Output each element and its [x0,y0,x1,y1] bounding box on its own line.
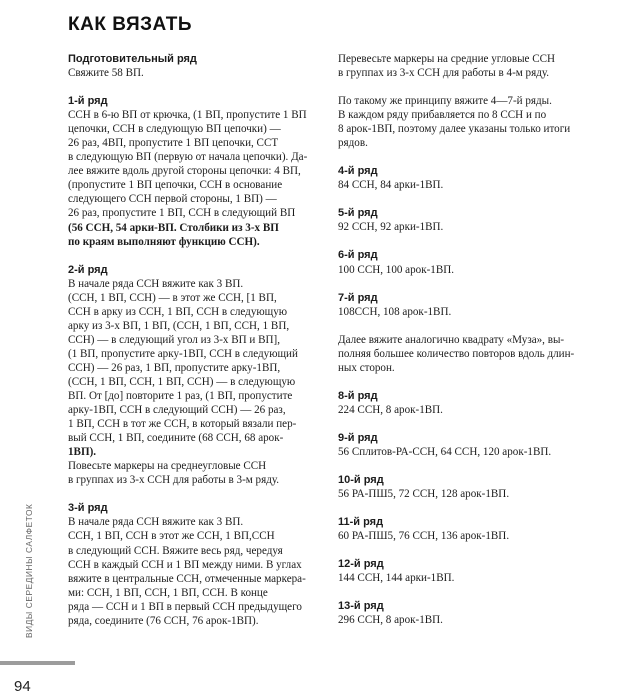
row-heading: 13-й ряд [338,600,384,613]
row-heading: 2-й ряд [68,263,108,276]
text-line: ССН в 6-ю ВП от крючка, (1 ВП, пропустите 1 ВП [68,109,307,122]
text-line: 60 РА-ПШ5, 76 ССН, 136 арок-1ВП. [338,530,510,543]
row-heading: 4-й ряд [338,165,378,178]
text-line: (ССН, 1 ВП, ССН, 1 ВП, ССН) — в следующую [68,375,296,388]
text-line: По такому же принципу вяжите 4—7-й ряды. [338,95,552,108]
text-line: ВП. От [до] повторите 1 раз, (1 ВП, пропустите [68,390,293,403]
text-line: ряда — ССН и 1 ВП в первый ССН предыдущего [68,600,302,613]
row-heading: 3-й ряд [68,502,108,515]
text-line: арку-1ВП, ССН в следующий ССН) — 26 раз, [68,404,286,417]
text-line: 26 раз, пропустите 1 ВП, ССН в следующий ВП [68,207,296,220]
text-line: следующего ССН первой стороны, 1 ВП) — [68,193,277,206]
page-edge-bar [0,661,75,665]
page-number: 94 [14,678,31,695]
text-line: 296 ССН, 8 арок-1ВП. [338,614,443,627]
text-line: рядов. [338,137,368,150]
instruction-paragraph [338,94,586,150]
text-line: вый ССН, 1 ВП, соедините (68 ССН, 68 арок- [68,432,284,445]
text-line: 26 раз, 4ВП, пропустите 1 ВП цепочки, ССТ [68,137,279,150]
text-line: 144 ССН, 144 арки-1ВП. [338,572,455,585]
instruction-row-block [338,206,586,234]
text-line: ССН в каждый ССН и 1 ВП между ними. В углах [68,558,302,571]
instruction-row-block [338,291,586,319]
left-column [68,52,318,642]
instruction-row-block [338,164,586,192]
text-line: 56 РА-ПШ5, 72 ССН, 128 арок-1ВП. [338,488,510,501]
text-line: в группах из 3-х ССН для работы в 3-м ряду. [68,474,280,487]
text-line: Далее вяжите аналогично квадрату «Муза», вы- [338,333,565,346]
text-line: ССН, 1 ВП, ССН в этот же ССН, 1 ВП,ССН [68,530,275,543]
text-line: В начале ряда ССН вяжите как 3 ВП. [68,516,244,529]
instruction-row-block [68,263,318,488]
row-heading: 12-й ряд [338,558,384,571]
text-line: Повесьте маркеры на среднеугловые ССН [68,460,267,473]
instruction-paragraph [338,333,586,375]
text-line: (ССН, 1 ВП, ССН) — в этот же ССН, [1 ВП, [68,291,277,304]
text-line: в группах из 3-х ССН для работы в 4-м ряду. [338,67,550,80]
text-line: Свяжите 58 ВП. [68,67,144,80]
row-heading: 9-й ряд [338,431,378,444]
instruction-row-block [338,557,586,585]
text-line: (56 ССН, 54 арки-ВП. Столбики из 3-х ВП [68,221,279,234]
text-line: В начале ряда ССН вяжите как 3 ВП. [68,277,244,290]
text-line: ных сторон. [338,361,395,374]
instruction-row-block [338,473,586,501]
instruction-row-block [68,501,318,627]
instruction-row-block [338,389,586,417]
text-line: арку из 3-х ВП, 1 ВП, (ССН, 1 ВП, ССН, 1 ВП, [68,319,290,332]
text-line: (1 ВП, пропустите арку-1ВП, ССН в следующий [68,347,298,360]
text-line: цепочки, ССН в следующую ВП цепочки) — [68,123,281,136]
instruction-row-block [338,431,586,459]
instruction-paragraph [338,52,586,80]
row-heading: 11-й ряд [338,516,384,529]
text-line: 1ВП). [68,446,97,459]
text-line: (пропустите 1 ВП цепочки, ССН в основание [68,179,283,192]
row-heading: 1-й ряд [68,95,108,108]
text-line: 224 ССН, 8 арок-1ВП. [338,403,443,416]
text-line: лее вяжите вдоль другой стороны цепочки: 4 ВП, [68,165,301,178]
row-heading: 5-й ряд [338,207,378,220]
text-line: 100 ССН, 100 арок-1ВП. [338,263,455,276]
row-heading: Подготовительный ряд [68,53,197,65]
text-line: ССН) — в следующий угол из 3-х ВП и ВП], [68,333,281,346]
section-side-label: ВИДЫ СЕРЕДИНЫ САЛФЕТОК [24,503,34,638]
instruction-row-block [338,515,586,543]
text-line: 84 ССН, 84 арки-1ВП. [338,179,444,192]
page-title: КАК ВЯЗАТЬ [68,14,193,35]
text-line: 8 арок-1ВП, поэтому далее указаны только итоги [338,123,571,136]
text-line: 56 Сплитов-РА-ССН, 64 ССН, 120 арок-1ВП. [338,445,552,458]
text-line: 92 ССН, 92 арки-1ВП. [338,221,444,234]
text-line: в следующий ССН. Вяжите весь ряд, чередуя [68,544,283,557]
row-heading: 10-й ряд [338,473,384,486]
text-line: В каждом ряду прибавляется по 8 ССН и по [338,109,547,122]
instruction-row-block [338,599,586,627]
instruction-row-block [68,94,318,249]
row-heading: 7-й ряд [338,291,378,304]
text-line: полняя большее количество повторов вдоль длин- [338,347,575,360]
instruction-row-block [68,52,318,80]
row-heading: 6-й ряд [338,249,378,262]
text-line: по краям выполняют функцию ССН). [68,235,260,248]
right-column [338,52,586,641]
text-line: ряда, соедините (76 ССН, 76 арок-1ВП). [68,614,259,627]
text-line: вяжите в центральные ССН, отмеченные маркера- [68,572,306,585]
text-line: 108ССН, 108 арок-1ВП. [338,305,452,318]
instruction-row-block [338,248,586,276]
text-line: Перевесьте маркеры на средние угловые ССН [338,53,556,65]
text-line: ми: ССН, 1 ВП, ССН, 1 ВП, ССН. В конце [68,586,268,599]
row-heading: 8-й ряд [338,389,378,402]
text-line: 1 ВП, ССН в тот же ССН, в который вязали пер- [68,418,297,431]
text-line: ССН в арку из ССН, 1 ВП, ССН в следующую [68,305,288,318]
text-line: ССН) — 26 раз, 1 ВП, пропустите арку-1ВП, [68,361,281,374]
text-line: в следующую ВП (первую от начала цепочки). Да- [68,151,308,164]
